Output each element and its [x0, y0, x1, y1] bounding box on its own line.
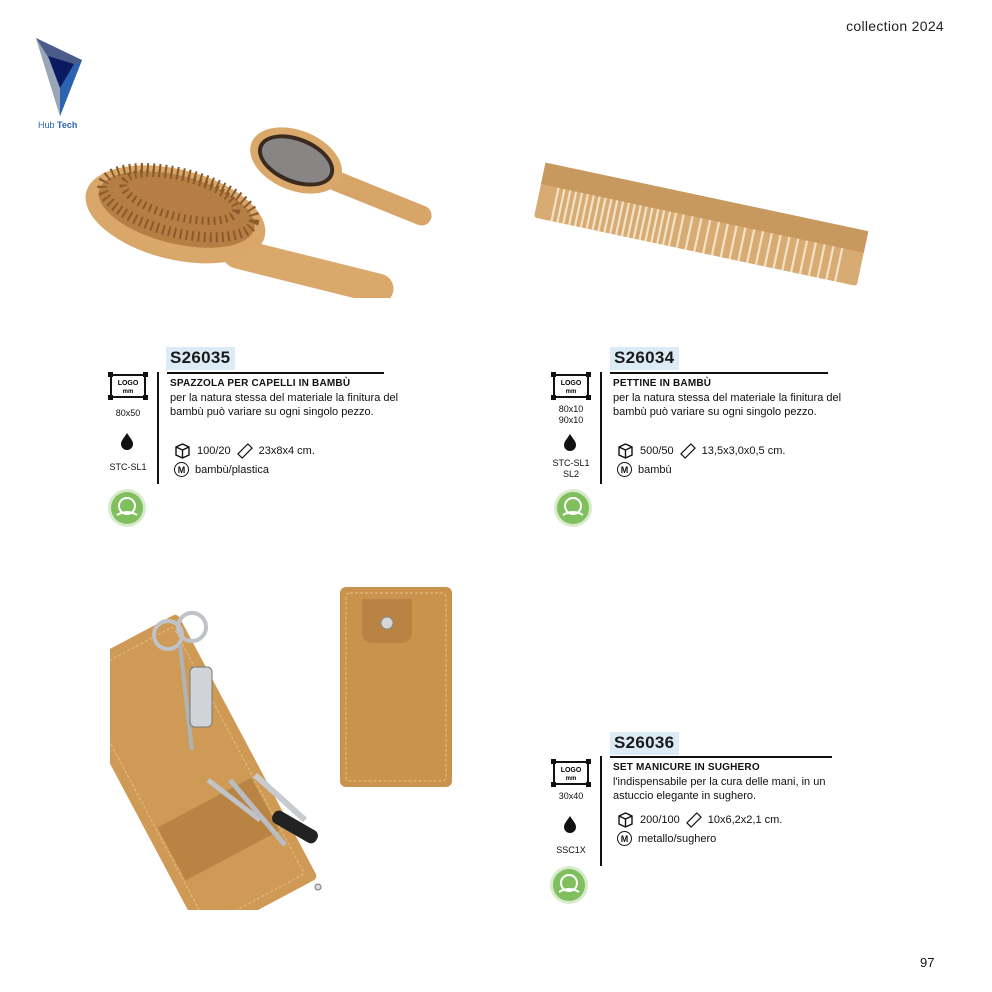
svg-text:mm: mm	[565, 389, 577, 395]
material-row	[617, 462, 672, 477]
logo-size: 30x40	[558, 791, 584, 801]
svg-text:LOGO: LOGO	[117, 380, 139, 387]
manicure-set-image	[110, 575, 470, 915]
eco-badge-icon	[107, 488, 147, 533]
spec-row	[617, 442, 785, 459]
packaging: 500/50	[640, 444, 674, 457]
print-drop-icon	[119, 432, 135, 455]
packaging: 200/100	[640, 813, 680, 826]
material-icon: M	[617, 462, 632, 477]
divider	[600, 756, 602, 866]
print-drop-icon	[562, 815, 578, 838]
hairbrush-image	[80, 108, 440, 303]
print-code: STC-SL1	[552, 458, 590, 468]
logo-size: 80x50	[115, 408, 141, 418]
print-drop-icon	[562, 433, 578, 456]
collection-label: collection 2024	[846, 18, 944, 34]
spec-row	[174, 442, 315, 459]
product-code: S26036	[610, 732, 679, 755]
packaging: 100/20	[197, 444, 231, 457]
logo-area-icon	[551, 759, 591, 787]
brand-logo	[34, 36, 84, 125]
eco-badge-icon	[549, 865, 589, 910]
dimensions: 10x6,2x2,1 cm.	[707, 813, 783, 826]
comb-image	[525, 160, 875, 300]
material: bambù/plastica	[195, 463, 269, 476]
brand-name	[38, 120, 77, 130]
material-icon: M	[617, 831, 632, 846]
print-code: SSC1X	[556, 845, 586, 855]
material-row	[617, 831, 716, 846]
material: bambù	[638, 463, 672, 476]
product-description: per la natura stessa del materiale la finitura del bambù può variare su ogni singolo pezzo.	[170, 392, 399, 418]
spec-row	[617, 811, 782, 828]
divider	[167, 372, 384, 374]
logo-size: 80x10	[558, 404, 584, 414]
svg-text:mm: mm	[565, 776, 577, 782]
eco-badge-icon	[553, 488, 593, 533]
box-icon	[617, 442, 634, 459]
logo-size: 90x10	[558, 415, 584, 425]
product-title: PETTINE IN BAMBÙ	[613, 378, 712, 389]
product-title: SET MANICURE IN SUGHERO	[613, 762, 760, 773]
brand-name-part1: Hub	[38, 120, 55, 130]
svg-text:LOGO: LOGO	[560, 767, 582, 774]
page-number: 97	[920, 955, 935, 970]
logo-area-icon	[108, 372, 148, 398]
brand-name-part2: Tech	[57, 120, 78, 130]
logo-area-icon	[551, 372, 591, 400]
print-code: STC-SL1	[109, 462, 147, 472]
svg-text:mm: mm	[122, 389, 134, 395]
product-code: S26034	[610, 347, 679, 370]
material: metallo/sughero	[638, 832, 717, 845]
divider	[600, 372, 602, 484]
box-icon	[174, 442, 191, 459]
material-icon: M	[174, 462, 189, 477]
material-row	[174, 462, 269, 477]
product-code: S26035	[166, 347, 235, 370]
svg-text:LOGO: LOGO	[560, 380, 582, 387]
divider	[157, 372, 159, 484]
box-icon	[617, 811, 634, 828]
ruler-icon	[237, 443, 253, 459]
divider	[610, 372, 828, 374]
dimensions: 13,5x3,0x0,5 cm.	[701, 444, 786, 457]
product-title: SPAZZOLA PER CAPELLI IN BAMBÙ	[170, 378, 351, 389]
product-description: l'indispensabile per la cura delle mani, in un astuccio elegante in sughero.	[613, 776, 826, 802]
divider	[610, 756, 832, 758]
dimensions: 23x8x4 cm.	[258, 444, 315, 457]
product-description: per la natura stessa del materiale la finitura del bambù può variare su ogni singolo pezzo.	[613, 392, 842, 418]
ruler-icon	[680, 443, 696, 459]
ruler-icon	[686, 812, 702, 828]
print-code: SL2	[562, 469, 579, 479]
